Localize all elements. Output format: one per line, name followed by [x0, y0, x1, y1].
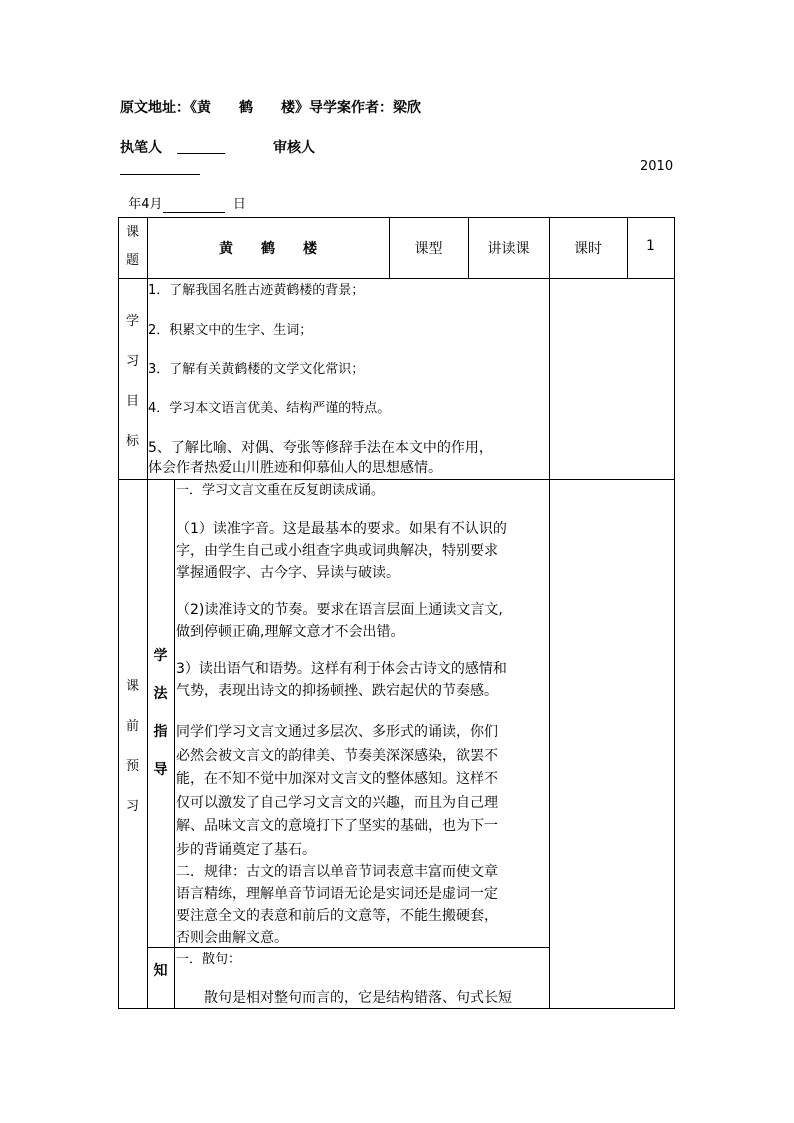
type-value: 讲读课	[487, 241, 530, 257]
topic-label: 课 题	[125, 225, 139, 268]
topic-title: 黄 鹤 楼	[219, 241, 317, 257]
writer-blank	[177, 153, 225, 154]
method-paragraph: 3）读出语气和语势。这样有利于体会古诗文的感情和 气势，表现出诗文的抑扬顿挫、跌宕起伏的节奏感。	[176, 661, 507, 699]
year-blank	[120, 174, 200, 175]
objective-item: 1．了解我国名胜古迹黄鹤楼的背景；	[148, 283, 365, 298]
type-label: 课型	[414, 241, 443, 257]
method-paragraph: 二．规律：古文的语言以单音节词表意丰富而使文章 语言精练，理解单音节词语无论是实词还是虚词一定 要注意全文的表意和前后的文意等，不能生搬硬套， 否则会曲解文意。	[176, 864, 498, 946]
knowledge-text: 散句是相对整句而言的，它是结构错落、句式长短	[176, 990, 512, 1006]
source-line: 原文地址：《黄 鹤 楼》导学案作者：梁欣	[120, 100, 421, 116]
date-line: 年4月 日	[128, 197, 246, 212]
objective-item: 4．学习本文语言优美、结构严谨的特点。	[148, 401, 391, 416]
objective-item: 5、了解比喻、对偶、夸张等修辞手法在本文中的作用，	[148, 440, 493, 456]
year-text: 2010	[640, 159, 674, 174]
objective-item: 2．积累文中的生字、生词；	[148, 323, 313, 338]
writer-label: 执笔人	[120, 140, 162, 156]
period-value: 1	[646, 238, 655, 254]
preview-label: 课 前 预 习	[125, 679, 139, 814]
reviewer-label: 审核人	[273, 140, 315, 156]
method-paragraph: 同学们学习文言文通过多层次、多形式的诵读，你们 必然会被文言文的韵律美、节奏美深深感染，欲罢不 能，在不知不觉中加深对文言文的整体感知。这样不 仅可以激发了自己学习文言文的兴趣，而且为自己理 解、品味文言文的意境打下了坚实的基础，也为下一 步的背诵奠定了基石。	[176, 724, 498, 858]
method-label: 学 法 指 导	[153, 648, 168, 778]
method-paragraph: （1）读准字音。这是最基本的要求。如果有不认识的 字，由学生自己或小组查字典或词典解决，特别要求 掌握通假字、古今字、异读与破读。	[176, 521, 507, 581]
objective-item: 体会作者热爱山川胜迹和仰慕仙人的思想感情。	[148, 460, 442, 476]
knowledge-label: 知	[153, 963, 168, 979]
knowledge-heading: 一．散句：	[176, 952, 242, 967]
objective-item: 3．了解有关黄鹤楼的文学文化常识；	[148, 362, 365, 377]
method-heading: 一．学习文言文重在反复朗读成诵。	[176, 483, 385, 498]
period-label: 课时	[574, 241, 602, 257]
objectives-label: 学 习 目 标	[125, 314, 139, 449]
method-paragraph: （2)读准诗文的节奏。要求在语言层面上通读文言文, 做到停顿正确,理解文意才不会出错。	[176, 602, 503, 640]
